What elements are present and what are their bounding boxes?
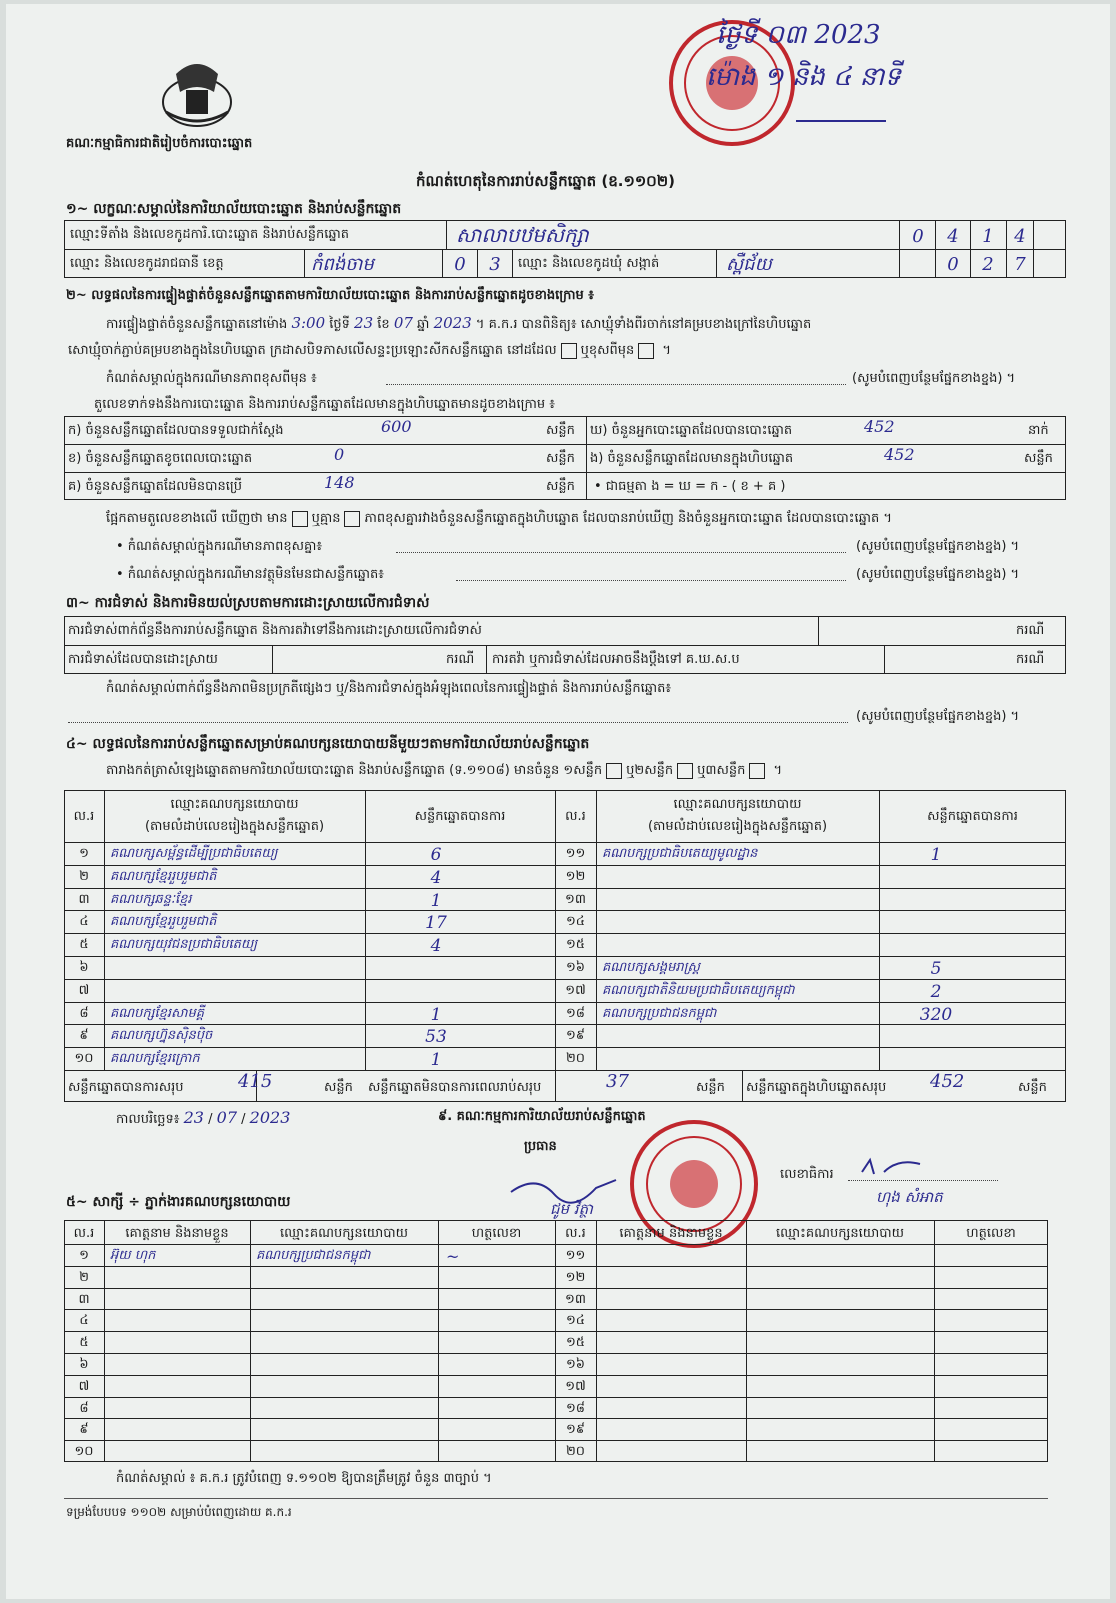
col-party-header: ឈ្មោះគណបក្សនយោបាយ	[673, 797, 802, 812]
witness-row-line	[64, 1309, 1048, 1310]
s1-col-line	[1033, 220, 1034, 278]
party-name: គណបក្សឆន្ទៈខ្មែរ	[110, 891, 192, 907]
witness-col-line	[438, 1220, 439, 1462]
party-name: គណបក្សខ្មែរក្រោក	[110, 1051, 200, 1067]
commune-label: ឈ្មោះ និងលេខកូដឃុំ សង្កាត់	[518, 256, 660, 271]
party-votes: 2	[930, 981, 942, 1002]
party-name: គណបក្សប្រជាជនកម្ពុជា	[602, 1005, 717, 1021]
row-number: ៤	[79, 914, 89, 930]
emblem-logo	[156, 52, 238, 132]
diff-note-line[interactable]	[386, 384, 846, 385]
figures-col-line	[586, 416, 587, 500]
total-invalid-unit: សន្លឹក	[696, 1080, 725, 1095]
party-name: គណបក្សខ្មែរសាមគ្គី	[110, 1005, 205, 1021]
witness-col-line	[250, 1220, 251, 1462]
case-unit: ករណី	[1016, 652, 1045, 667]
form-footer: ទម្រង់បែបបទ ១១០២ សម្រាប់បំពេញដោយ គ.ក.រ	[66, 1505, 292, 1519]
commune-code-digit: 0	[947, 254, 959, 275]
results-row-line	[64, 933, 1066, 934]
secretary-label: លេខាធិការ	[780, 1167, 834, 1182]
stamp-note-underline	[796, 120, 886, 122]
witness-row-number: ១៦	[565, 1357, 586, 1372]
witness-row-number: ១៥	[565, 1335, 586, 1351]
resolved-label: ការជំទាស់ដែលបានដោះស្រាយ	[68, 652, 218, 667]
witness-row-number: ១៧	[565, 1378, 586, 1394]
row-number: ១៧	[565, 982, 586, 998]
witness-col-line	[746, 1220, 747, 1462]
section1-title: ១~ លក្ខណៈសម្គាល់នៃការិយាល័យបោះឆ្នោត និងរាប់សន្លឹកឆ្នោត	[66, 201, 402, 217]
w-col-no: ល.រ	[565, 1226, 586, 1241]
total-valid-label: សន្លឹកឆ្នោតបានការសរុប	[68, 1080, 184, 1095]
complaints-col-line	[818, 616, 819, 645]
party-votes: 1	[430, 1050, 442, 1071]
witness-row-number: ៦	[79, 1357, 89, 1372]
witness-row-line	[64, 1418, 1048, 1419]
fill-note: (សូមបំពេញបន្ថែមផ្នែកខាងខ្នង) ។	[856, 567, 1020, 582]
row-number: ១២	[565, 868, 586, 884]
party-name: គណបក្សជាតិនិយមប្រជាធិបតេយ្យកម្ពុជា	[602, 982, 795, 998]
row-number: ៦	[79, 960, 89, 975]
difference-note-label: • កំណត់សម្គាល់ក្នុងករណីមានភាពខុសគ្នា៖	[116, 539, 323, 554]
commune-value: ស្ពឺជ័យ	[726, 254, 772, 275]
row-number: ៥	[79, 937, 89, 953]
witness-row-line	[64, 1353, 1048, 1354]
verify-year: 2023	[433, 314, 472, 332]
row-number: ១៩	[565, 1028, 586, 1044]
spoiled-unit: សន្លឹក	[546, 451, 575, 466]
party-votes: 4	[430, 867, 442, 888]
party-votes: 1	[430, 890, 442, 911]
row-number: ១៦	[565, 960, 586, 975]
location-code-digit: 4	[1014, 226, 1026, 247]
two-sheet-checkbox[interactable]	[677, 763, 693, 779]
stamp-note-line1: ថ្ងៃទី ០៣ 2023	[716, 20, 881, 50]
case-unit: ករណី	[1016, 623, 1045, 638]
unused-label: គ) ចំនួនសន្លឹកឆ្នោតដែលមិនបានប្រើ	[68, 479, 242, 494]
location-label: ឈ្មោះទីតាំង និងលេខកូដការិ.បោះឆ្នោត និងរាប់សន្លឹកឆ្នោត	[70, 227, 349, 242]
secretary-signature	[858, 1154, 928, 1180]
witness-row-line	[64, 1331, 1048, 1332]
witness-row-number: ១២	[565, 1269, 586, 1285]
results-col-line	[879, 790, 880, 1070]
tally-sheet-sentence: តារាងកត់ត្រាសំឡេងឆ្នោតតាមការិយាល័យបោះឆ្នោត និងរាប់សន្លឹកឆ្នោត (ទ.១១០៨) មានចំនួន ១សន្លឹក ឬ២សន្លឹក ឬ៣សន្លឹក ។	[106, 763, 783, 778]
witness-row-number: ៧	[78, 1378, 90, 1394]
total-valid-unit: សន្លឹក	[324, 1080, 353, 1095]
row-number: ៨	[79, 1005, 89, 1021]
results-row-line	[64, 1047, 1066, 1048]
witness-row-number: ៥	[79, 1335, 89, 1351]
witness-party: គណបក្សប្រជាជនកម្ពុជា	[256, 1248, 371, 1263]
col-party-subheader: (តាមលំដាប់លេខរៀងក្នុងសន្លឹកឆ្នោត)	[144, 819, 325, 834]
total-inbox-value: 452	[930, 1071, 965, 1092]
party-votes: 6	[430, 845, 442, 865]
witness-row-line	[64, 1440, 1048, 1441]
results-row-line	[64, 910, 1066, 911]
spoiled-label: ខ) ចំនួនសន្លឹកឆ្នោតខូចពេលបោះឆ្នោត	[68, 451, 253, 466]
witness-row-number: ៣	[78, 1291, 90, 1307]
party-name: គណបក្សខ្មែររួបរួមជាតិ	[110, 868, 217, 884]
verify-day: 23	[354, 314, 374, 332]
col-votes-header: សន្លឹកឆ្នោតបានការ	[927, 809, 1018, 824]
no-difference-checkbox[interactable]	[344, 511, 360, 527]
results-row-line	[64, 888, 1066, 889]
s1-col-line	[304, 249, 305, 278]
foreign-object-label: • កំណត់សម្គាល់ក្នុងករណីមានវត្ថុមិនមែនជាសន្លឹកឆ្នោត៖	[116, 567, 384, 582]
verification-sentence: ការផ្ទៀងផ្ទាត់ចំនួនសន្លឹកឆ្នោតនៅម៉ោង 3:00 ថ្ងៃទី 23 ខែ 07 ឆ្នាំ 2023 ។ គ.ក.រ បានពិនិត្យ៖ សោឃ្មុំទាំងពីរចាក់នៅគម្របខាងក្រៅនៃហិបឆ្នោត	[106, 314, 812, 332]
row-number: ១៤	[565, 914, 586, 930]
totals-col-line	[742, 1070, 743, 1102]
received-unit: សន្លឹក	[546, 423, 575, 438]
w-col-party: ឈ្មោះគណបក្សនយោបាយ	[776, 1226, 904, 1241]
row-number: ២០	[565, 1051, 586, 1067]
fill-note: (សូមបំពេញបន្ថែមផ្នែកខាងខ្នង) ។	[856, 709, 1020, 724]
row-number: ១៣	[565, 891, 586, 907]
row-number: ២	[79, 868, 89, 884]
section2-title: ២~ លទ្ធផលនៃការផ្ទៀងផ្ទាត់ចំនួនសន្លឹកឆ្នោតតាមការិយាល័យបោះឆ្នោត និងការរាប់សន្លឹកឆ្នោតដូចខាងក្រោម ៖	[66, 288, 594, 303]
witness-row-number: ២	[79, 1269, 89, 1285]
voters-value: 452	[864, 417, 895, 436]
row-number: ៩	[79, 1028, 89, 1044]
witness-col-line	[596, 1220, 597, 1462]
col-votes-header: សន្លឹកឆ្នោតបានការ	[414, 809, 506, 824]
witness-row-number: ៩	[79, 1422, 89, 1438]
form-title: កំណត់ហេតុនៃការរាប់សន្លឹកឆ្នោត (ឧ.១១០២)	[416, 172, 676, 190]
total-inbox-label: សន្លឹកឆ្នោតក្នុងហិបឆ្នោតសរុប	[746, 1080, 887, 1095]
secretary-line	[848, 1180, 998, 1181]
witness-note: កំណត់សម្គាល់ ៖ គ.ក.រ ត្រូវបំពេញ ទ.១១០២ ឱ្យបានត្រឹមត្រូវ ចំនួន ៣ច្បាប់ ។	[116, 1471, 492, 1486]
voters-label: ឃ) ចំនួនអ្នកបោះឆ្នោតដែលបានបោះឆ្នោត	[590, 423, 793, 438]
witness-row-number: ៤	[79, 1313, 89, 1329]
difference-sentence: ផ្អែកតាមតួលេខខាងលើ ឃើញថា មាន ឬគ្មាន ភាពខុសគ្នារវាងចំនួនសន្លឹកឆ្នោតក្នុងហិបឆ្នោត ដែលបានរាប់ឃើញ និងចំនួនអ្នកបោះឆ្នោត ដែលបានបោះឆ្នោត ។	[106, 511, 892, 526]
row-number: ១	[79, 846, 89, 861]
witness-row-line	[64, 1288, 1048, 1289]
party-votes: 1	[930, 845, 942, 865]
s1-col-line	[512, 249, 513, 278]
row-number: ១៥	[565, 937, 586, 953]
figures-divider	[64, 472, 1066, 473]
stamp-center-bottom	[670, 1160, 718, 1208]
fill-note: (សូមបំពេញបន្ថែមផ្នែកខាងខ្នង) ។	[856, 539, 1020, 554]
row-number: ១០	[74, 1051, 94, 1067]
witness-row-line	[64, 1397, 1048, 1398]
witness-row-number: ៨	[79, 1400, 89, 1416]
verify-time: 3:00	[291, 314, 326, 332]
party-name: គណបក្សសង្គមរាស្ត្រ	[602, 960, 700, 975]
received-value: 600	[381, 417, 412, 436]
has-difference-checkbox[interactable]	[292, 511, 308, 527]
date-month: 07	[216, 1108, 237, 1127]
party-name: គណបក្សប្រជាធិបតេយ្យមូលដ្ឋាន	[602, 846, 758, 861]
unused-value: 148	[324, 473, 355, 492]
s1-col-line	[899, 220, 900, 278]
total-inbox-unit: សន្លឹក	[1018, 1080, 1047, 1095]
party-votes: 320	[919, 1004, 953, 1025]
results-row-line	[64, 979, 1066, 980]
total-invalid-value: 37	[606, 1071, 629, 1092]
results-row-line	[64, 1002, 1066, 1003]
difference-note-line[interactable]	[396, 552, 846, 553]
date-day: 23	[183, 1108, 204, 1127]
figures-divider	[64, 444, 1066, 445]
party-votes: 1	[430, 1004, 442, 1025]
row-number: ១១	[565, 846, 586, 861]
date-line: កាលបរិច្ឆេទ៖ 23 / 07 / 2023	[116, 1108, 291, 1127]
location-code-digit: 0	[912, 226, 924, 247]
witness-row-number: ១០	[74, 1444, 94, 1460]
s1-col-line	[446, 220, 447, 249]
row-number: ១៨	[565, 1005, 586, 1021]
location-code-digit: 4	[947, 226, 959, 247]
same-checkbox[interactable]	[561, 343, 577, 359]
w-col-name: គោត្តនាម និងនាមខ្លួន	[125, 1226, 229, 1241]
col-no-header: ល.រ	[73, 809, 95, 824]
witness-row-number: ១១	[565, 1248, 586, 1263]
received-label: ក) ចំនួនសន្លឹកឆ្នោតដែលបានទទួលជាក់ស្តែង	[68, 423, 284, 438]
spoiled-value: 0	[334, 445, 345, 464]
party-name: គណបក្សហ្វ៊ុនស៊ិនប៉ិច	[110, 1028, 213, 1044]
province-label: ឈ្មោះ និងលេខកូដរាជធានី ខេត្ត	[70, 256, 224, 271]
three-sheet-checkbox[interactable]	[749, 763, 765, 779]
location-code-digit: 1	[982, 226, 994, 247]
witness-row-number: ១៣	[565, 1291, 586, 1307]
witness-row-number: ២០	[565, 1444, 586, 1460]
row-number: ៣	[78, 891, 90, 907]
different-checkbox[interactable]	[638, 343, 654, 359]
results-col-line	[365, 790, 366, 1070]
inbox-label: ង) ចំនួនសន្លឹកឆ្នោតដែលមានក្នុងហិបឆ្នោត	[590, 451, 794, 466]
province-value: កំពង់ចាម	[311, 254, 374, 275]
witness-row-line	[64, 1375, 1048, 1376]
chair-name: ជូម វិត្ថា	[550, 1200, 593, 1218]
witness-col-line	[934, 1220, 935, 1462]
witness-row-number: ១៩	[565, 1422, 586, 1438]
w-col-sign: ហត្ថលេខា	[471, 1226, 522, 1241]
voters-unit: នាក់	[1028, 423, 1049, 438]
witness-name: អ៊ុយ ហុក	[110, 1248, 156, 1263]
province-code-digit: 0	[454, 254, 466, 275]
section3-title: ៣~ ការជំទាស់ និងការមិនយល់ស្របតាមការដោះស្រាយលើការជំទាស់	[66, 595, 430, 611]
party-name: គណបក្សខ្មែររួបរួមជាតិ	[110, 914, 217, 930]
seal-sentence: សោឃ្មុំចាក់ភ្ជាប់គម្របខាងក្នុងនៃហិបឆ្នោត ក្រដាសបិទភាសលើសន្ទះប្រឡោះសីកសន្លឹកឆ្នោត នៅដដែល ឬខុសពីមុន ។	[68, 343, 671, 358]
results-row-line	[64, 956, 1066, 957]
committee-sign-label: ៩. គណៈកម្មការការិយាល័យរាប់សន្លឹកឆ្នោត	[438, 1109, 646, 1124]
fill-note: (សូមបំពេញបន្ថែមផ្នែកខាងខ្នង) ។	[852, 371, 1016, 386]
complaints-col-line	[884, 645, 885, 674]
secretary-name: ហុង សំអាត	[876, 1188, 943, 1206]
verify-month: 07	[393, 314, 413, 332]
chair-label: ប្រធាន	[524, 1139, 557, 1154]
complaints-col-line	[272, 645, 273, 674]
inbox-unit: សន្លឹក	[1024, 451, 1053, 466]
section5-title: ៥~ សាក្សី ÷ ភ្នាក់ងារគណបក្សនយោបាយ	[66, 1194, 291, 1210]
witness-col-line	[104, 1220, 105, 1462]
results-row-line	[64, 865, 1066, 866]
province-code-digit: 3	[489, 254, 501, 275]
w-col-no: ល.រ	[73, 1226, 95, 1241]
col-party-header: ឈ្មោះគណបក្សនយោបាយ	[170, 797, 299, 812]
party-name: គណបក្សយុវជនប្រជាធិបតេយ្យ	[110, 937, 258, 953]
total-valid-value: 415	[238, 1071, 273, 1092]
diff-note-label: កំណត់សម្គាល់ក្នុងករណីមានភាពខុសពីមុន ៖	[106, 371, 317, 386]
w-col-party: ឈ្មោះគណបក្សនយោបាយ	[280, 1226, 408, 1241]
party-votes: 4	[430, 936, 442, 957]
total-invalid-label: សន្លឹកឆ្នោតមិនបានការពេលរាប់សរុប	[368, 1080, 542, 1095]
committee-name: គណៈកម្មាធិការជាតិរៀបចំការបោះឆ្នោត	[66, 136, 253, 151]
irregularity-note: កំណត់សម្គាល់ពាក់ព័ន្ធនឹងភាពមិនប្រក្រតីផ្សេងៗ ឬ/និងការជំទាស់ក្នុងអំឡុងពេលនៃការផ្ទៀងផ្ទាត់ និងការរាប់សន្លឹកឆ្នោត៖	[106, 681, 672, 696]
inbox-value: 452	[884, 445, 915, 464]
foreign-object-line[interactable]	[456, 580, 846, 581]
col-no-header: ល.រ	[565, 809, 586, 824]
one-sheet-checkbox[interactable]	[606, 763, 622, 779]
witness-header-line	[64, 1244, 1048, 1245]
complaints-col-line	[486, 645, 487, 674]
formula: • ជាធម្មតា ង = ឃ = ក - ( ខ + គ )	[594, 479, 786, 494]
footer-rule	[64, 1498, 1048, 1499]
party-votes: 53	[425, 1027, 447, 1048]
stamp-note-line2: ម៉ោង ១ និង ៤ នាទី	[706, 62, 901, 92]
party-name: គណបក្សសម្ព័ន្ធដើម្បីប្រជាធិបតេយ្យ	[110, 846, 278, 861]
location-value: សាលាបឋមសិក្សា	[456, 223, 589, 247]
date-year: 2023	[249, 1108, 291, 1127]
party-votes: 17	[425, 913, 447, 934]
unused-unit: សន្លឹក	[546, 479, 575, 494]
w-col-sign: ហត្ថលេខា	[966, 1226, 1016, 1241]
complaints-divider	[64, 645, 1066, 646]
complaints-row1: ការជំទាស់ពាក់ព័ន្ធនឹងការរាប់សន្លឹកឆ្នោត និងការតវ៉ាទៅនឹងការដោះស្រាយលើការជំទាស់	[68, 623, 482, 638]
results-total-line	[64, 1070, 1066, 1071]
commune-code-digit: 7	[1014, 254, 1026, 275]
results-header-line	[64, 842, 1066, 843]
appeal-label: ការតវ៉ា ឬការជំទាស់ដែលអាចនឹងប្តឹងទៅ គ.ឃ.ស.ប	[492, 652, 740, 667]
witness-row-line	[64, 1266, 1048, 1267]
witness-row-number: ១៨	[565, 1400, 586, 1416]
results-row-line	[64, 1024, 1066, 1025]
col-party-subheader: (តាមលំដាប់លេខរៀងក្នុងសន្លឹកឆ្នោត)	[647, 819, 828, 834]
section4-title: ៤~ លទ្ធផលនៃការរាប់សន្លឹកឆ្នោតសម្រាប់គណបក្សនយោបាយនីមួយៗតាមការិយាល័យរាប់សន្លឹកឆ្នោត	[66, 736, 590, 752]
case-unit: ករណី	[446, 652, 475, 667]
row-number: ៧	[78, 982, 90, 998]
witness-row-number: ១៤	[565, 1313, 586, 1329]
party-votes: 5	[930, 959, 942, 979]
witness-row-number: ១	[79, 1248, 89, 1263]
irregularity-line[interactable]	[68, 722, 848, 723]
s1-col-line	[716, 249, 717, 278]
witness-signature: ~	[446, 1247, 460, 1266]
commune-code-digit: 2	[982, 254, 994, 275]
figures-intro: តួលេខទាក់ទងនឹងការបោះឆ្នោត និងការរាប់សន្លឹកឆ្នោតដែលមានក្នុងហិបឆ្នោតមានដូចខាងក្រោម ៖	[94, 397, 555, 412]
w-col-name: គោត្តនាម និងនាមខ្លួន	[619, 1226, 723, 1241]
document-page	[6, 4, 1110, 1599]
